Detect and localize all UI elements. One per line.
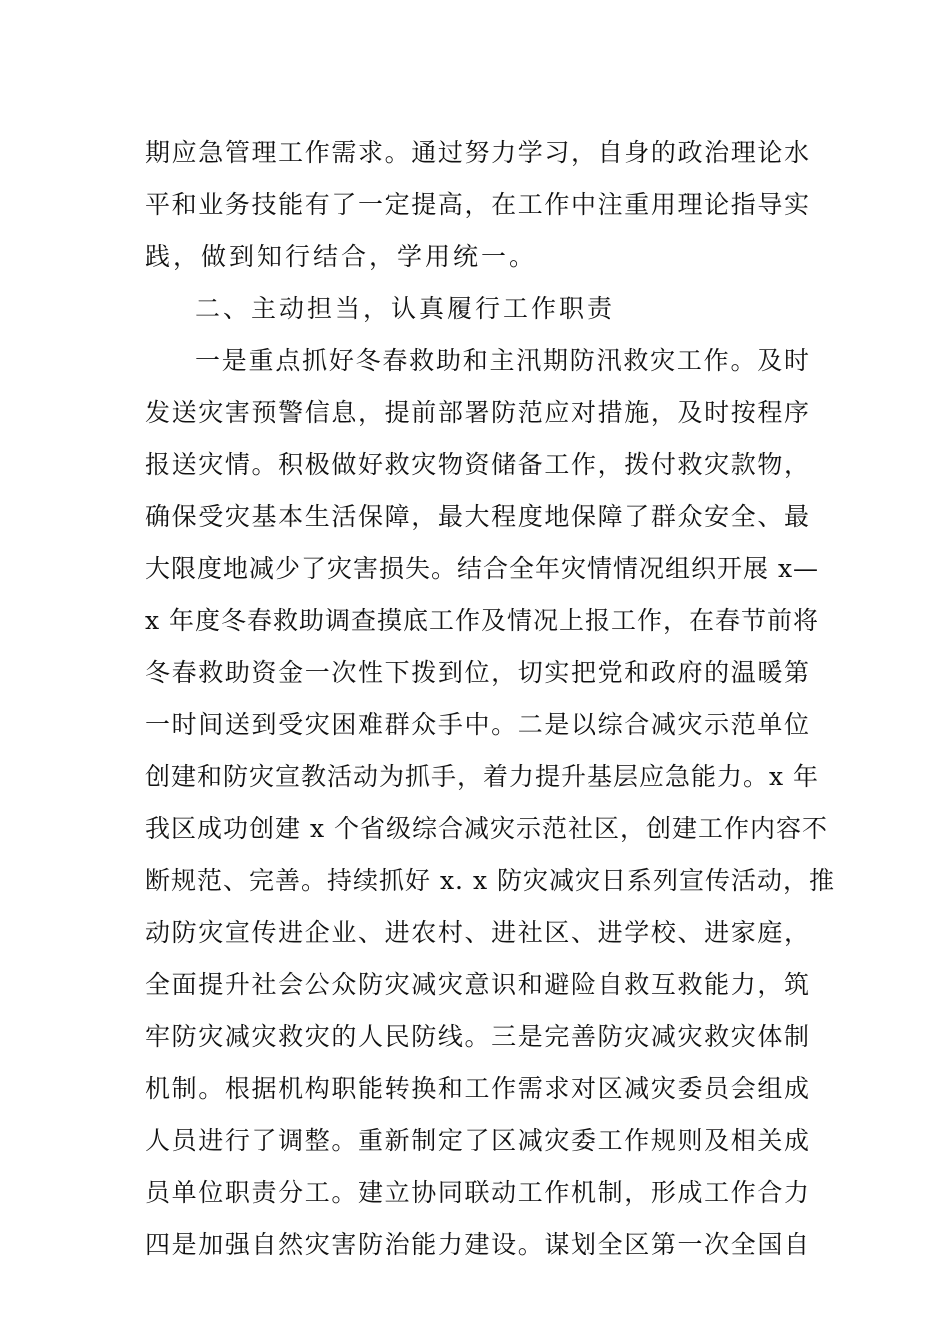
text-line: 发送灾害预警信息，提前部署防范应对措施，及时按程序 [145, 398, 810, 427]
text-line: 报送灾情。积极做好救灾物资储备工作，拨付救灾款物， [145, 450, 810, 479]
text-line: 断规范、完善。持续抓好 x. x 防灾减灾日系列宣传活动，推 [145, 866, 835, 895]
text-line: 员单位职责分工。建立协同联动工作机制，形成工作合力 [145, 1178, 810, 1207]
document-body [145, 127, 835, 1271]
text-line: 四是加强自然灾害防治能力建设。谋划全区第一次全国自 [145, 1230, 810, 1259]
text-line: 动防灾宣传进企业、进农村、进社区、进学校、进家庭， [145, 918, 810, 947]
text-line: 冬春救助资金一次性下拨到位，切实把党和政府的温暖第 [145, 658, 810, 687]
section-heading: 二、主动担当，认真履行工作职责 [195, 294, 616, 323]
text-line: 牢防灾减灾救灾的人民防线。三是完善防灾减灾救灾体制 [145, 1022, 810, 1051]
text-line: 一是重点抓好冬春救助和主汛期防汛救灾工作。及时 [195, 346, 810, 375]
text-line: 平和业务技能有了一定提高，在工作中注重用理论指导实 [145, 190, 810, 219]
text-line: x 年度冬春救助调查摸底工作及情况上报工作，在春节前将 [145, 606, 820, 635]
text-line: 确保受灾基本生活保障，最大程度地保障了群众安全、最 [145, 502, 810, 531]
text-line: 我区成功创建 x 个省级综合减灾示范社区，创建工作内容不 [145, 814, 828, 843]
text-line: 期应急管理工作需求。通过努力学习，自身的政治理论水 [145, 138, 810, 167]
text-line: 创建和防灾宣教活动为抓手，着力提升基层应急能力。x 年 [145, 762, 820, 791]
text-line: 一时间送到受灾困难群众手中。二是以综合减灾示范单位 [145, 710, 810, 739]
text-line: 全面提升社会公众防灾减灾意识和避险自救互救能力，筑 [145, 970, 810, 999]
text-line: 机制。根据机构职能转换和工作需求对区减灾委员会组成 [145, 1074, 810, 1103]
text-line: 践，做到知行结合，学用统一。 [145, 242, 538, 271]
text-line: 人员进行了调整。重新制定了区减灾委工作规则及相关成 [145, 1126, 810, 1155]
text-line: 大限度地减少了灾害损失。结合全年灾情情况组织开展 x— [145, 554, 820, 583]
